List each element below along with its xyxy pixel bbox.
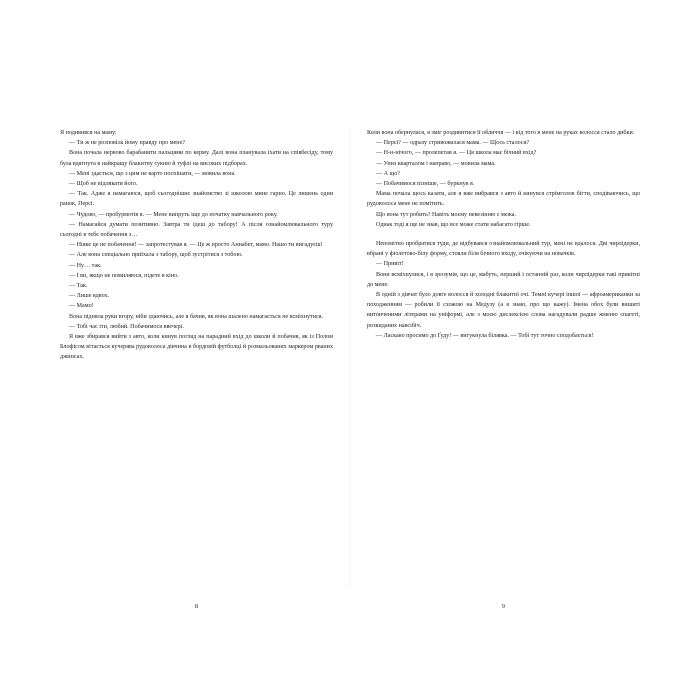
paragraph: — Н-н-нічого, — пролепетав я. — Ця школа має бічний вхід? [376,150,537,157]
left-page-text [60,128,333,363]
paragraph: — Мені здається, що з цим не варто поспішати, — мовила вона. [69,170,236,177]
paragraph: Однак тоді я ще не знав, що все може стати набагато гірше. [376,221,531,228]
paragraph: — Ласкаво просимо до Ґуду! — вигукнула білявка. — Тобі тут точно сподобається! [376,332,594,339]
paragraph: Вона почала нервово барабанити пальцями по керму. Далі вона планувала їхати на співбесіду, тому була вдягнута в найкращу блакитну сукню й туфлі на високих підборах. [60,150,333,167]
pages-container [60,128,640,610]
paragraph: Непомітно пробратися туди, де відбувався ознайомлювальний тур, мені не вдалося. Дві чирлідерки, вбрані у фіолетово-білу форму, стояли біля бічного входу, очікуючи на новачків. [367,241,640,258]
paragraph: Що вона тут робить? Навіть моєму невезінню є межа. [376,211,517,218]
page-number: 8 [194,603,199,610]
paragraph: Вона підняла руки вгору, ніби здаючись, але я бачив, як вона шалено намагається не всміхнутися. [69,313,324,320]
paragraph: — Ти ж не розповіла йому правду про мене? [69,140,185,147]
paragraph: — Персі? — одразу стривожилася мама. — Щось сталося? [376,140,530,147]
paragraph: Мама почала щось казати, але я вже вибрався з авто й кинувся стрімголов бігти, сподіваючись, що рудоволоса мене не помітить. [367,191,640,208]
left-page [60,128,333,610]
paragraph: Я вже збирався вийти з авто, коли кинув погляд на парадний вхід до школи й побачив, як із Полом Блофісом вітається кучерява рудоволоса дівчина в бордовій футболці й розмальованих маркером рваних джинсах. [60,334,333,361]
paragraph: Я подивився на маму: [60,130,117,136]
paragraph: — Намагайся думати позитивно. Завтра ти їдеш до табору! А після ознайомлювального туру сьогодні в тебе побачення з… [60,221,333,239]
paragraph: — Щоб не відлякати його. [69,181,138,188]
paragraph: — Так. Адже я намагаюся, щоб сьогоднішнє знайомство зі школою мине гарно. Це лишень одни ранок, Персі. [60,191,333,208]
paragraph: Коли вона обернулася, я зміг роздивитися її обличчя — і від того в мене на руках волосся стало дибки. [367,130,635,136]
paragraph: В одній з дівчат було довге волосся й холодні блакитні очі. Темні кучері іншої — афроамериканки за походженням — робили її схожою на Медузу (а я знаю, про що кажу). Імена обох були вишиті витонченими літерами на уніформі, але з моєю дислексією слова нагадували радше жменю спагеті, розкиданих навсібіч. [367,292,640,329]
paragraph: — Лише вдвох. [69,293,110,300]
paragraph: — Ніяке це не побачення! — запротестував я. — Це ж просто Аннабет, мамо. Нашо ти вигадуєш! [69,242,323,249]
paragraph: — Привіт! [376,261,404,268]
paragraph: — Ну… так. [69,262,102,269]
paragraph: Вони всміхнулися, і я зрозумів, що це, мабуть, перший і останній раз, коли чирлідерки такі привітні до мене. [367,271,640,288]
paragraph: — Так. [69,283,88,290]
right-page [367,128,640,610]
paragraph: — Чудово, — пробурмотів я. — Мене випруть іще до початку навчального року. [69,211,278,218]
paragraph: — Тобі час іти, любий. Побачимося ввечері. [69,323,184,330]
paragraph: — Мамо! [69,303,94,310]
paragraph: — І ви, якщо не помиляюся, підете в кіно. [69,272,179,279]
paragraph: — Побачимося пізніше, — буркнув я. [376,181,475,188]
paragraph: — А що? [376,170,400,177]
page-number: 9 [501,603,506,610]
paragraph: — Але вона спеціально приїхала з табору, щоб зустрітися з тобою. [69,252,243,259]
paragraph: — Униз кварталом і направо, — мовила мама. [376,160,496,167]
right-page-text [367,128,640,341]
